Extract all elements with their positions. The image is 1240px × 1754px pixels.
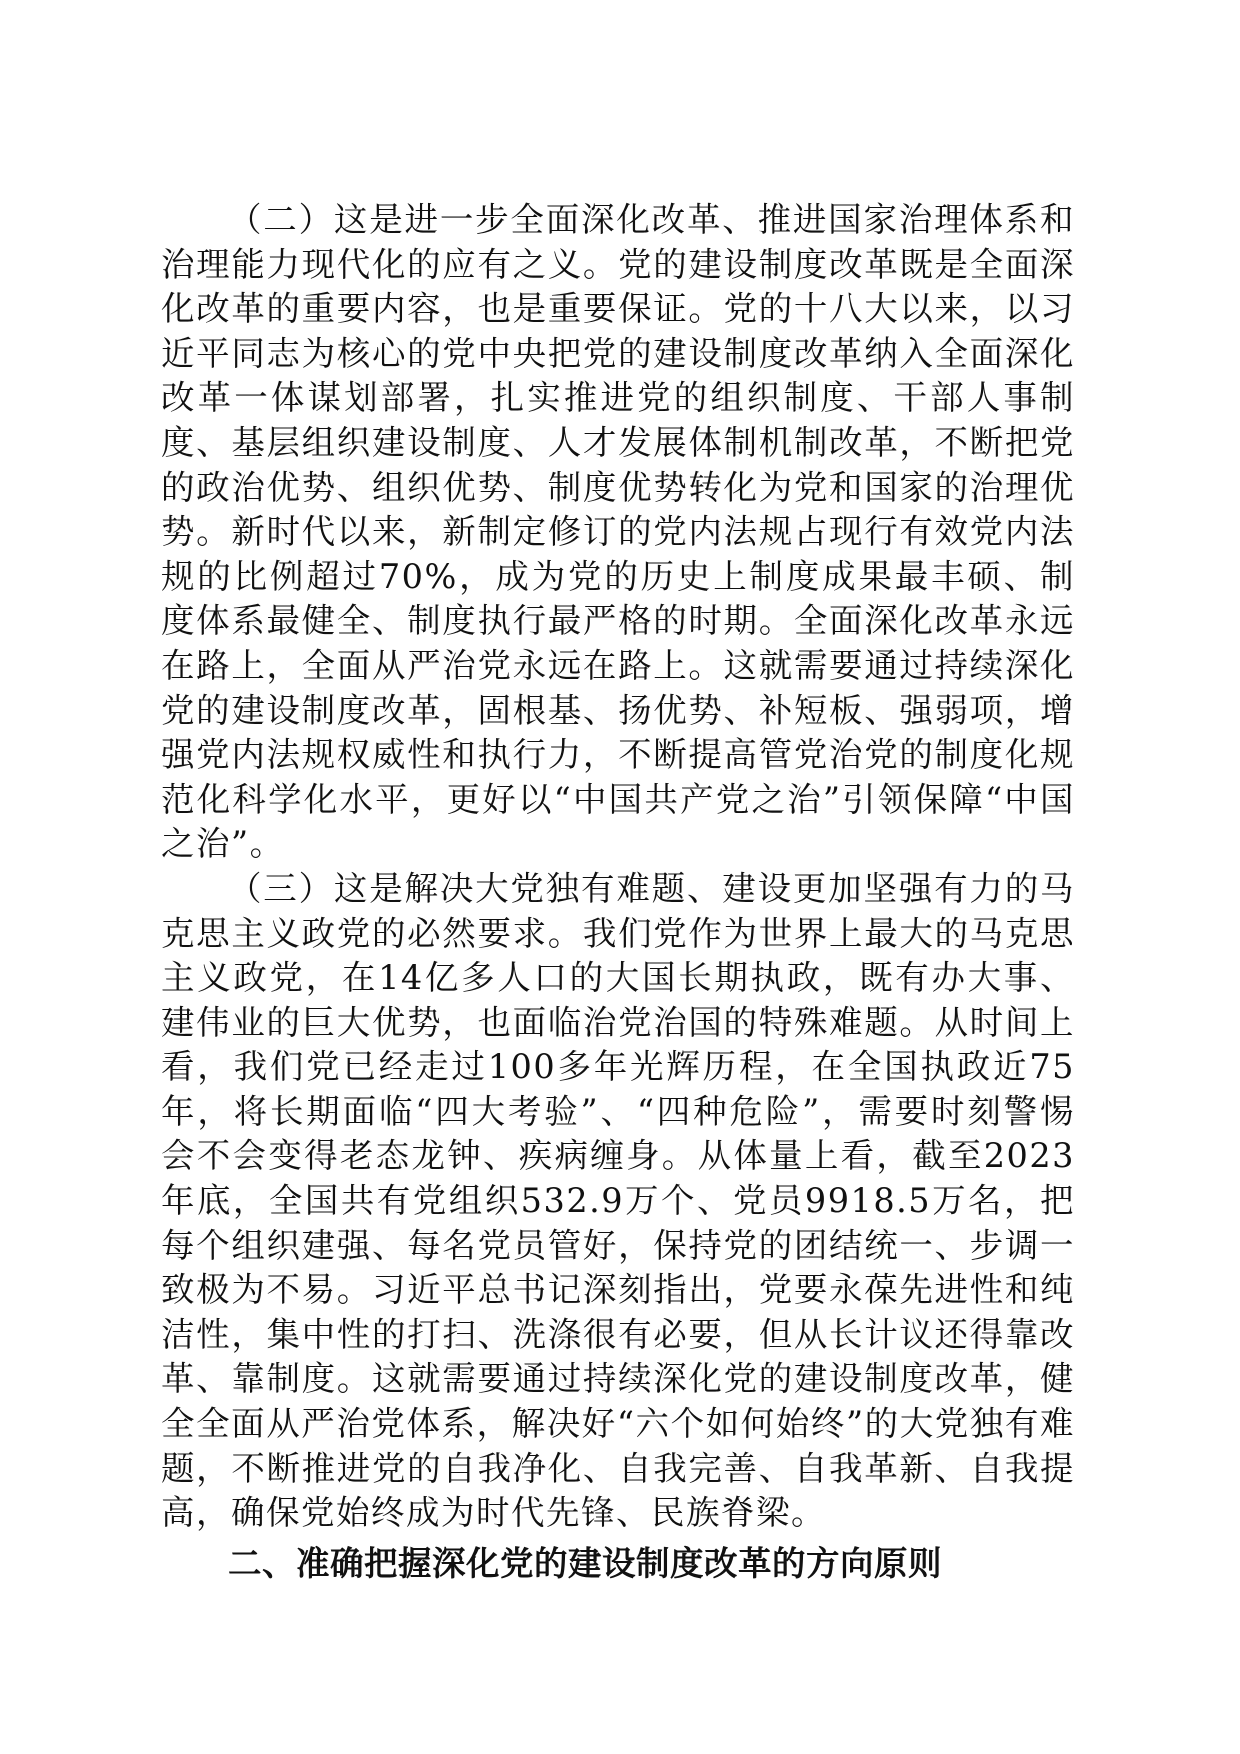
document-body [161, 198, 1075, 1588]
section-heading: 二、准确把握深化党的建设制度改革的方向原则 [228, 1543, 942, 1583]
paragraph-3: （三）这是解决大党独有难题、建设更加坚强有力的马克思主义政党的必然要求。我们党作为世界上最大的马克思主义政党，在14亿多人口的大国长期执政，既有办大事、建伟业的巨大优势，也面临治党治国的特殊难题。从时间上看，我们党已经走过100多年光辉历程，在全国执政近75年，将长期面临“四大考验”、“四种危险”，需要时刻警惕会不会变得老态龙钟、疾病缠身。从体量上看，截至2023年底，全国共有党组织532.9万个、党员9918.5万名，把每个组织建强、每名党员管好，保持党的团结统一、步调一致极为不易。习近平总书记深刻指出，党要永葆先进性和纯洁性，集中性的打扫、洗涤很有必要，但从长计议还得靠改革、靠制度。这就需要通过持续深化党的建设制度改革，健全全面从严治党体系，解决好“六个如何始终”的大党独有难题，不断推进党的自我净化、自我完善、自我革新、自我提高，确保党始终成为时代先锋、民族脊梁。 [161, 868, 1075, 1533]
paragraph-2: （二）这是进一步全面深化改革、推进国家治理体系和治理能力现代化的应有之义。党的建设制度改革既是全面深化改革的重要内容，也是重要保证。党的十八大以来，以习近平同志为核心的党中央把党的建设制度改革纳入全面深化改革一体谋划部署，扎实推进党的组织制度、干部人事制度、基层组织建设制度、人才发展体制机制改革，不断把党的政治优势、组织优势、制度优势转化为党和国家的治理优势。新时代以来，新制定修订的党内法规占现行有效党内法规的比例超过70%，成为党的历史上制度成果最丰硕、制度体系最健全、制度执行最严格的时期。全面深化改革永远在路上，全面从严治党永远在路上。这就需要通过持续深化党的建设制度改革，固根基、扬优势、补短板、强弱项，增强党内法规权威性和执行力，不断提高管党治党的制度化规范化科学化水平，更好以“中国共产党之治”引领保障“中国之治”。 [161, 200, 1075, 864]
